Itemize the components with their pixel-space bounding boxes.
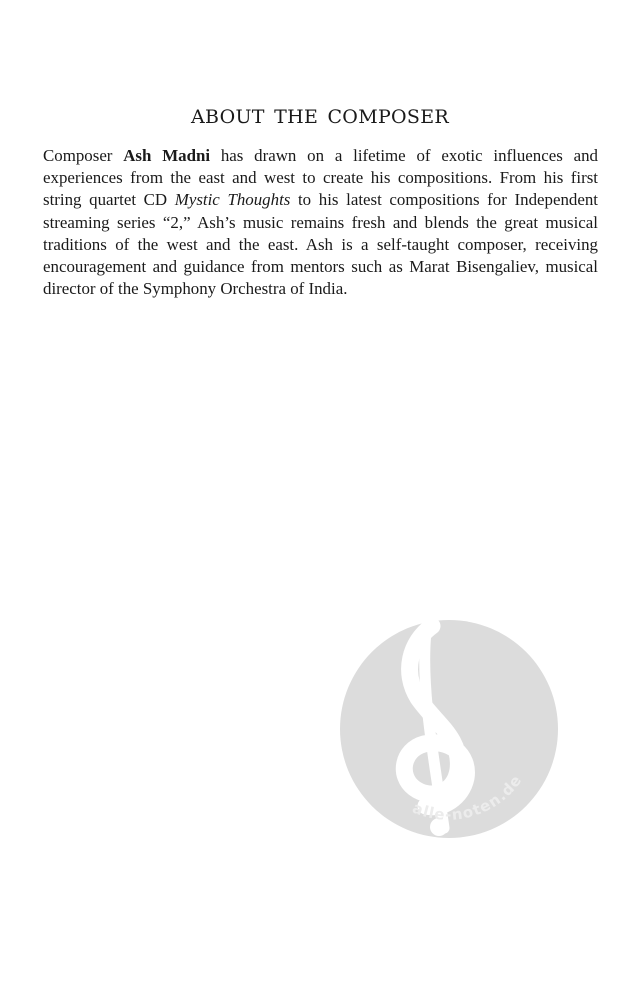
watermark [340,620,558,838]
watermark-text: alle-noten.de [409,771,526,824]
bio-intro-text: Composer [43,146,124,165]
section-heading: ABOUT THE COMPOSER [190,106,449,128]
album-title: Mystic Thoughts [174,190,291,210]
treble-clef-icon [340,620,558,838]
bio-text-part2: has drawn on a lifetime of exotic influences and experiences from the east and west to create his compositions. From his first string quartet CD [43,146,598,210]
composer-bio-paragraph [43,145,598,300]
composer-name: Ash Madni [123,146,211,165]
bio-text-part3: to his latest compositions for Independent streaming series “2,” Ash’s music remains fresh and blends the great musical traditions of the west and the east. Ash is a self-taught composer, receiving encouragement and guidance from mentors such as Marat Bisengaliev, musical director of the Symphony Orchestra of India. [43,190,598,299]
